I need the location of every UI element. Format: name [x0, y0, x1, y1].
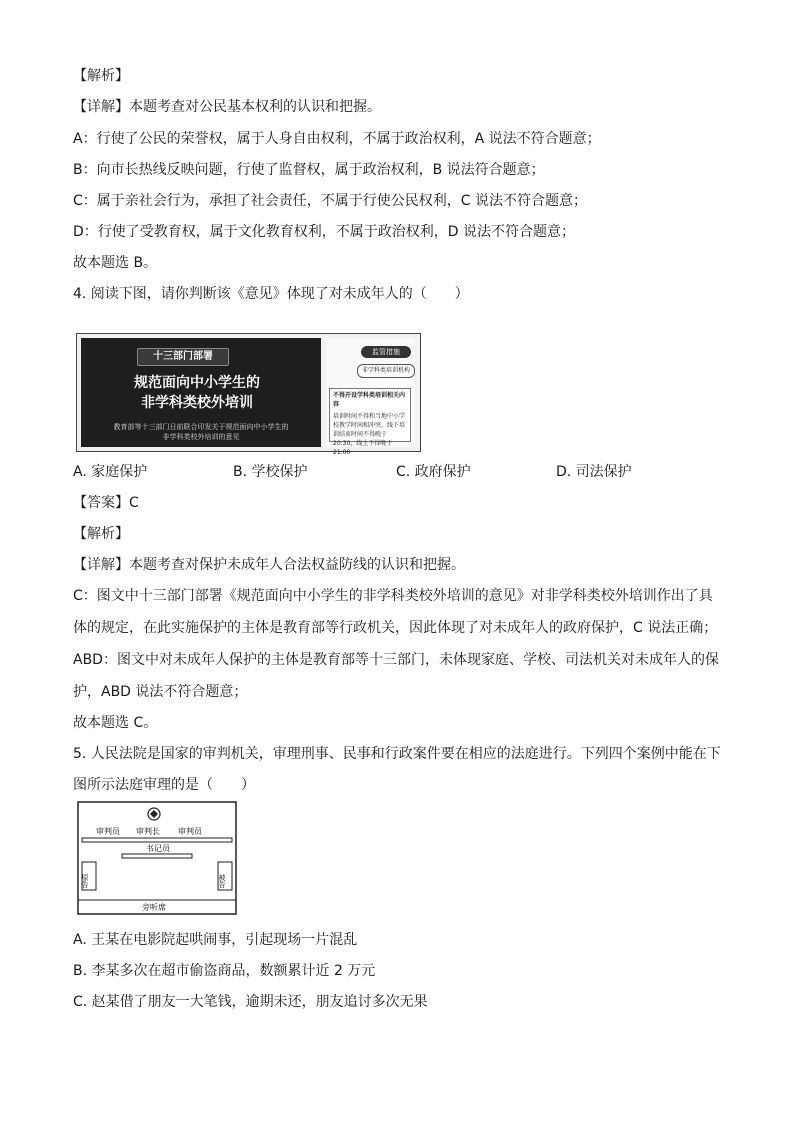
poster-left-panel — [81, 338, 321, 447]
line-xiangjie-2: 【详解】本题考查对保护未成年人合法权益防线的认识和把握。 — [73, 557, 465, 573]
clerk-label: 书记员 — [146, 844, 170, 853]
plaintiff-label: 原告 — [81, 874, 89, 888]
q4-option-c: C. 政府保护 — [396, 464, 471, 480]
poster-right-panel — [327, 338, 415, 456]
line-option-b-analysis: B：向市长热线反映问题，行使了监督权，属于政治权利，B 说法符合题意； — [73, 162, 545, 178]
policy-poster-image — [76, 333, 421, 456]
poster-right-title: 非学科类培训机构 — [357, 364, 415, 378]
poster-left-note: 教育部等十三部门日前联合印发关于规范面向中小学生的非学科类校外培训的意见 — [113, 423, 289, 441]
clerk-desk — [122, 854, 192, 858]
q4-option-a: A. 家庭保护 — [73, 464, 148, 480]
line-conclusion-1: 故本题选 B。 — [73, 255, 158, 271]
poster-headline-2: 非学科类校外培训 — [141, 395, 253, 411]
line-conclusion-2: 故本题选 C。 — [73, 715, 158, 731]
poster-right-line-1: 不得开设学科类培训相关内容 — [333, 392, 406, 408]
chief-judge-label: 审判长 — [136, 827, 160, 836]
gallery-label: 旁听席 — [142, 903, 166, 912]
line-explanation-1: C：图文中十三部门部署《规范面向中小学生的非学科类校外培训的意见》对非学科类校外培训作出了具 — [73, 588, 713, 604]
line-jiexi-2: 【解析】 — [73, 526, 129, 542]
line-answer: 【答案】C — [73, 495, 139, 511]
q4-option-b: B. 学校保护 — [233, 464, 308, 480]
poster-left-tag: 十三部门部署 — [137, 348, 229, 366]
judges-bench — [82, 838, 232, 842]
line-explanation-3: ABD：图文中对未成年人保护的主体是教育部等十三部门，未体现家庭、学校、司法机关对未成年人的保 — [73, 652, 719, 668]
line-explanation-2: 体的规定，在此实施保护的主体是教育部等行政机关，因此体现了对未成年人的政府保护，C 说法正确； — [73, 620, 718, 636]
courtroom-diagram — [76, 800, 238, 918]
poster-right-tag: 监管措施 — [361, 346, 411, 358]
poster-right-line-2: 培训时间不得和当地中小学校教学时间相冲突，线下培训结束时间不得晚于20:30，线上不得晚于21:00 — [333, 413, 406, 456]
line-xiangjie-1: 【详解】本题考查对公民基本权利的认识和把握。 — [73, 99, 381, 115]
question-4: 4. 阅读下图，请你判断该《意见》体现了对未成年人的（ ） — [73, 286, 469, 302]
judge-3-label: 审判员 — [178, 827, 202, 836]
poster-headline-1: 规范面向中小学生的 — [134, 375, 260, 391]
q5-option-c: C. 赵某借了朋友一大笔钱，逾期未还，朋友追讨多次无果 — [73, 994, 428, 1010]
question-5-line-1: 5. 人民法院是国家的审判机关，审理刑事、民事和行政案件要在相应的法庭进行。下列四个案例中能在下 — [73, 746, 721, 762]
judge-1-label: 审判员 — [96, 827, 120, 836]
q5-option-a: A. 王某在电影院起哄闹事，引起现场一片混乱 — [73, 932, 358, 948]
line-option-a-analysis: A：行使了公民的荣誉权，属于人身自由权利，不属于政治权利，A 说法不符合题意； — [73, 131, 601, 147]
poster-right-box — [329, 388, 411, 456]
q4-option-d: D. 司法保护 — [556, 464, 632, 480]
line-option-d-analysis: D：行使了受教育权，属于文化教育权利，不属于政治权利，D 说法不符合题意； — [73, 224, 576, 240]
question-5-line-2: 图所示法庭审理的是（ ） — [73, 777, 255, 793]
line-jiexi-1: 【解析】 — [73, 68, 129, 84]
line-option-c-analysis: C：属于亲社会行为，承担了社会责任，不属于行使公民权利，C 说法不符合题意； — [73, 193, 587, 209]
line-explanation-4: 护，ABD 说法不符合题意； — [73, 684, 248, 700]
defendant-label: 被告 — [218, 874, 226, 888]
q5-option-b: B. 李某多次在超市偷盗商品，数额累计近 2 万元 — [73, 963, 376, 979]
